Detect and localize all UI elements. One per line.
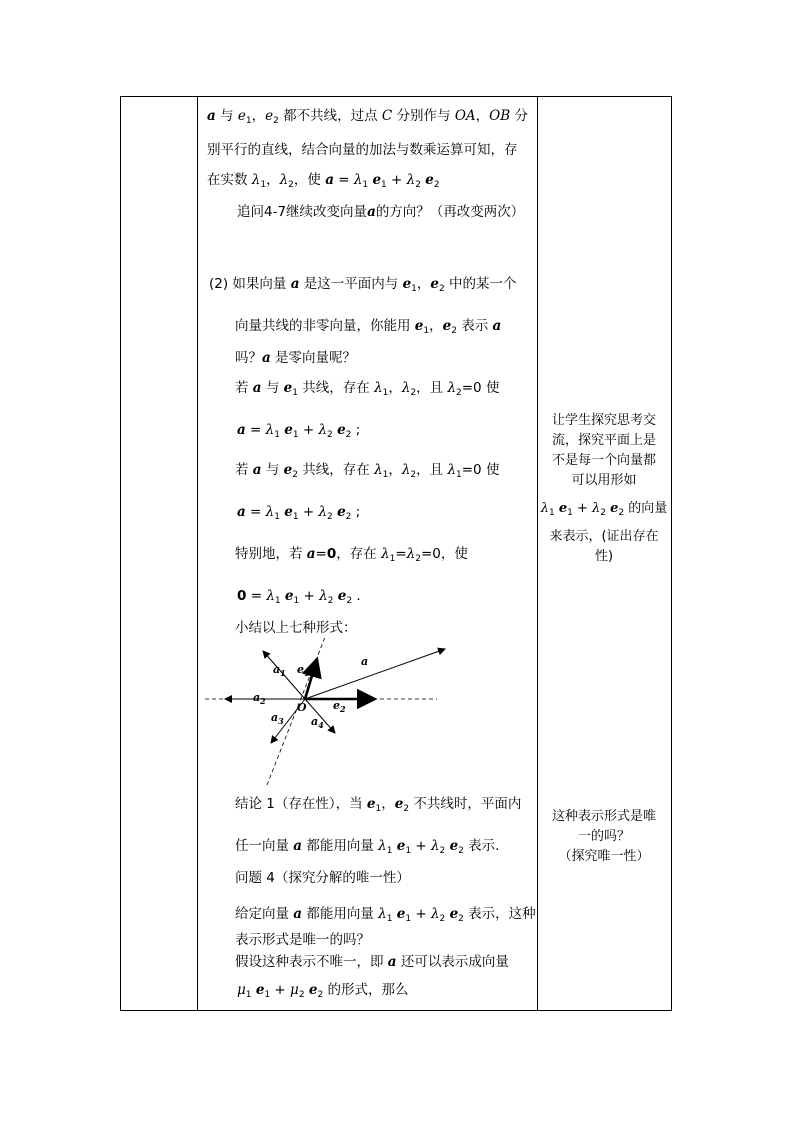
note2-line: （探究唯一性） [558, 849, 650, 864]
summary-label: 小结以上七种形式： [235, 620, 357, 636]
vector-diagram [197, 637, 537, 797]
note1-formula: $\lambda_1$ $e_1 + \lambda_2$ $e_2$ 的向量 [540, 501, 668, 518]
para1-line1: a 与 $e_1$，$e_2$ 都不共线，过点 C 分别作与 OA，OB 分 [207, 108, 528, 126]
side-notes-cell [537, 97, 671, 1010]
note1-tail: 来表示，(证出存在 [549, 529, 659, 544]
label-a2: $a_2$ [253, 691, 266, 706]
case2-text: 若 a 与 $e_2$ 共线，存在 $\lambda_1$，$\lambda_2$，且 $\lambda_1=0$ 使 [235, 462, 500, 480]
note2-line: 一的吗？ [577, 829, 630, 844]
q2-line3: 吗？a 是零向量呢？ [235, 350, 357, 366]
note1-tail: 性) [594, 549, 614, 564]
para1-line3: 在实数 $\lambda_1$，$\lambda_2$，使 $a = \lambda_1$ $e_1 + \lambda_2$ $e_2$ [207, 172, 440, 190]
problem4-line2: 表示形式是唯一的吗？ [235, 932, 370, 948]
note1-line: 可以用形如 [571, 473, 637, 488]
problem4-line1: 给定向量 a 都能用向量 $\lambda_1$ $e_1 + \lambda_2$ $e_2$ 表示，这种 [235, 906, 536, 924]
note1-line: 流，探究平面上是 [551, 433, 656, 448]
main-content-cell [197, 97, 537, 1010]
note2-line: 这种表示形式是唯 [551, 809, 656, 824]
conclusion1-line1: 结论 1（存在性），当 $e_1$，$e_2$ 不共线时，平面内 [235, 796, 522, 814]
note1-line: 让学生探究思考交 [551, 413, 656, 428]
problem4-line3: 假设这种表示不唯一，即 a 还可以表示成向量 [235, 954, 509, 970]
case2-formula: $a = \lambda_1$ $e_1 + \lambda_2$ $e_2$ ; [237, 504, 361, 522]
note2 [537, 807, 671, 867]
label-origin: O [297, 701, 307, 714]
note1 [537, 411, 671, 567]
q2-line2: 向量共线的非零向量，你能用 $e_1$，$e_2$ 表示 a [235, 318, 502, 336]
case1-formula: $a = \lambda_1$ $e_1 + \lambda_2$ $e_2$ ; [237, 422, 361, 440]
label-a3: $a_3$ [271, 711, 284, 726]
vector-a [305, 649, 445, 699]
label-a: a [361, 655, 369, 668]
case1-text: 若 a 与 $e_1$ 共线，存在 $\lambda_1$，$\lambda_2$，且 $\lambda_2=0$ 使 [235, 380, 500, 398]
case3-text: 特别地，若 a=0，存在 $\lambda_1=\lambda_2=0$，使 [235, 546, 468, 564]
vector-e1 [305, 659, 317, 699]
q2-line1: (2) 如果向量 a 是这一平面内与 $e_1$，$e_2$ 中的某一个 [209, 276, 517, 294]
lesson-table [120, 96, 672, 1011]
problem4-title: 问题 4（探究分解的唯一性） [235, 870, 410, 886]
label-a1: $a_1$ [273, 663, 286, 678]
label-e2: $e_2$ [333, 699, 346, 714]
conclusion1-line2: 任一向量 a 都能用向量 $\lambda_1$ $e_1 + \lambda_2$ $e_2$ 表示. [235, 838, 500, 856]
case3-formula: $0 = \lambda_1$ $e_1 + \lambda_2$ $e_2$ . [237, 588, 361, 606]
label-a4: $a_4$ [311, 715, 324, 730]
note1-line: 不是每一个向量都 [551, 453, 656, 468]
label-e1: $e_1$ [297, 663, 310, 678]
followup-question: 追问4-7继续改变向量a的方向？（再改变两次） [237, 204, 525, 220]
problem4-line4: $\mu_1$ $e_1 + \mu_2$ $e_2$ 的形式，那么 [237, 982, 409, 1000]
para1-line2: 别平行的直线，结合向量的加法与数乘运算可知，存 [207, 142, 518, 158]
